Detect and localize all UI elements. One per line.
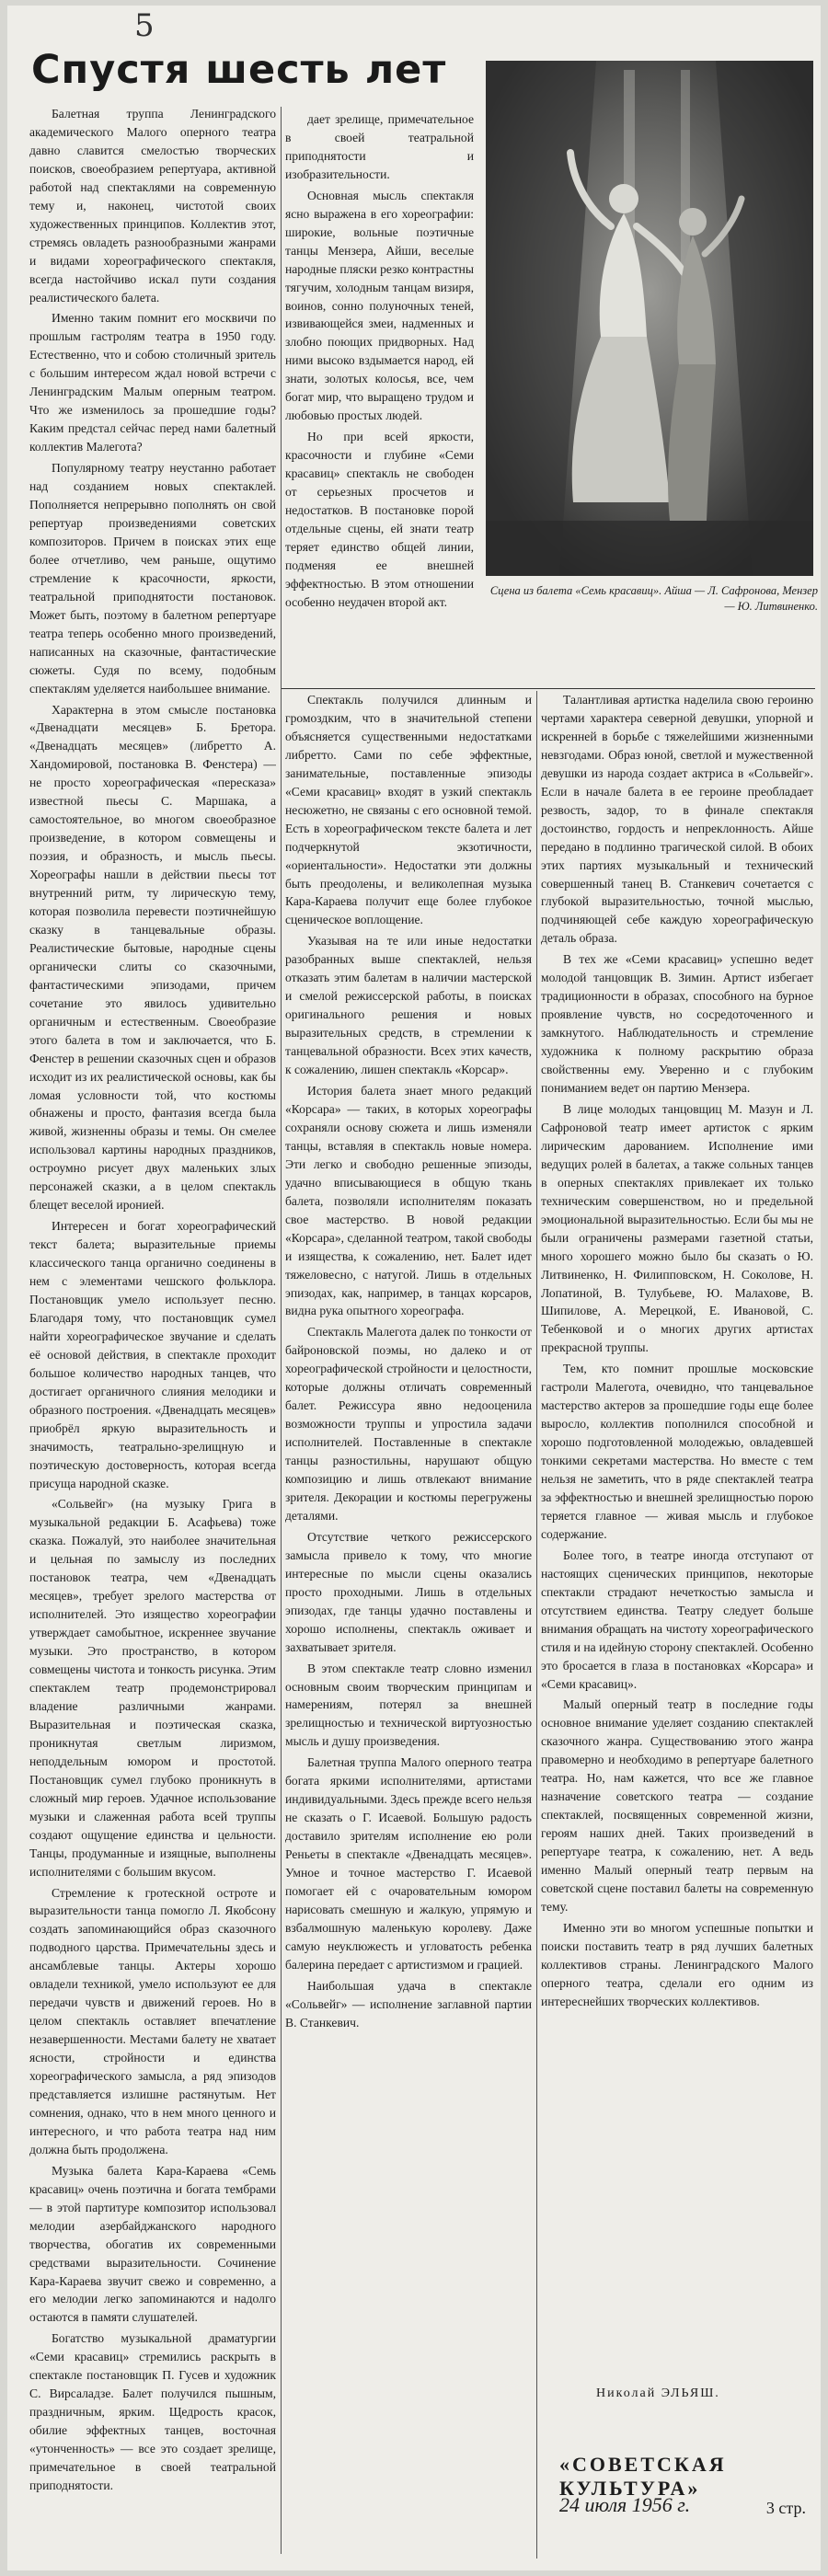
column-divider: [536, 691, 537, 2559]
paragraph: Популярному театру неустанно работает над созданием новых спектаклей. Пополняется непрерывно пополнять он свой репертуар произведениями советских композиторов. Причем в поисках этих еще более отчетливо, чем раньше, ощутимо стремление к красочности, яркости, театральной приподнятости постановок. Может быть, поэтому в балетном репертуаре театра теперь особенно много произведений, написанных на сказочные, фантастические сюжеты. Судя по всему, подобным спектаклям уделяется наибольшее внимание.: [29, 461, 276, 696]
publication-date: 24 июля 1956 г.: [559, 2493, 691, 2516]
paragraph: Но при всей яркости, красочности и глубине «Семи красавиц» спектакль не свободен от серьезных просчетов и недостатков. В постановке порой отдельные сцены, ей знати театр теряет единство общей линии, подменяя ее внешней эффектностью. В этом отношении особенно неудачен второй акт.: [285, 430, 474, 609]
newspaper-page: [7, 6, 821, 2570]
paragraph: Музыка балета Кара-Караева «Семь красавиц» очень поэтична и богата тембрами — в этой партитуре композитор использовал мелодии азербайджанского народного творчества, обогатив их современными средствами выразительности. Сочинение Кара-Караева звучит свежо и современно, а его мелодии легко запоминаются и надолго остаются в памяти слушателей.: [29, 2163, 276, 2325]
article-column-1: [29, 105, 276, 2557]
paragraph: Отсутствие четкого режиссерского замысла привело к тому, что многие интересные по мысли сцены оказались просто проходными. Лишь в отдельных эпизодах, где танцы удачно поставлены и хорошо исполнены, спектакль оживает и захватывает зрителя.: [285, 1529, 532, 1654]
paragraph: В тех же «Семи красавиц» успешно ведет молодой танцовщик В. Зимин. Артист избегает традиционности в образах, способного на бурное проявление чувств, но сосредоточенного и замкнутого. Наблюдательность и стремление художника к полному раскрытию образа свойственны ему. Уверенно и с глубоким пониманием ведет он партию Мензера.: [541, 952, 813, 1096]
paragraph: В этом спектакле театр словно изменил основным своим творческим принципам и намерениям, потерял за внешней зрелищностью и технической виртуозностью мысль и душу произведения.: [285, 1661, 532, 1749]
paragraph: Балетная труппа Малого оперного театра богата яркими исполнителями, артистами индивидуальными. Здесь прежде всего нельзя не сказать о Г. Исаевой. Большую радость доставило зрителям исполнение ею роли Реньеты в спектакле «Двенадцать месяцев». Умное и точное мастерство Г. Исаевой помогает ей с очаровательным юмором нарисовать смешную и жалкую, упрямую и взбалмошную маленькую королеву. Даже самую неуклюжесть и угловатость ребенка балерина передает с артистизмом и грацией.: [285, 1755, 532, 1972]
page-number: 5: [134, 7, 155, 44]
page-reference: 3 стр.: [765, 2499, 806, 2517]
paragraph: История балета знает много редакций «Корсара» — таких, в которых хореографы сохраняли основу сюжета и лишь изменяли танцы, вставляя в спектакль новые номера. Эти легко и свободно решенные эпизоды, удачно вписывающиеся в общую ткань балета, позволяли исполнителям показать свое мастерство. В новой редакции «Корсара», сделанной театром, такой свободы и изящества, к сожалению, нет. Балет идет тяжеловесно, с натугой. Лишь в отдельных эпизодах, как, например, в танцах корсаров, видна рука опытного хореографа.: [285, 1084, 532, 1318]
paragraph: Тем, кто помнит прошлые московские гастроли Малегота, очевидно, что танцевальное мастерство актеров за прошедшие годы еще более выросло, коллектив пополнился способной и хорошо подготовленной молодежью, овладевшей тонкими секретами мастерства. Но вместе с тем нельзя не заметить, что в ряде спектаклей театра за эффектностью и внешней зрелищностью порою теряется главное — живая мысль и глубокое содержание.: [541, 1362, 813, 1541]
paragraph: Спектакль Малегота далек по тонкости от байроновской поэмы, но далеко и от хореографической стройности и целостности, которые должны отличать современный балет. Режиссура явно недооценила возможности труппы и упростила задачи исполнителей. Поставленные в спектакле танцы разностильны, нарушают общую композицию и лишь отвлекают внимание зрителя. Декорации и костюмы перегружены деталями.: [285, 1325, 532, 1523]
article-column-2-top: [285, 110, 474, 681]
paragraph: Стремление к гротескной остроте и выразительности танца помогло Л. Якобсону создать запоминающийся образ сказочного подводного царства. Примечательны здесь и ансамблевые танцы. Актеры хорошо овладели техникой, умело используют ее для передачи чувств и движений героев. Но в целом спектакль оставляет впечатление незавершенности. Местами балету не хватает ясности, стройности и единства хореографического замысла, а ряд эпизодов представляется излишне растянутым. Нет сомнения, однако, что в нем много ценного и интересного, и что работа театра над ним должна быть продолжена.: [29, 1885, 276, 2156]
paragraph: Характерна в этом смысле постановка «Двенадцати месяцев» Б. Бретора. «Двенадцать месяцев» (либретто А. Хандомировой, постановка В. Фенстера) — не просто хореографическая «пересказа» известной пьесы С. Маршака, а самостоятельное, во многом своеобразное произведение, в котором совмещены и поэзия, и образность, и мысль пьесы. Хореографы нашли в действии пьесы тот внутренний ритм, ту лирическую тему, которая позволила перевести поэтичнейшую сказку в танцевальные образы. Реалистические бытовые, народные сцены органически слиты со сказочными, фантастическими эпизодами, причем сочетание это явилось удивительно органичным и естественным. Своеобразие этого балета в том и заключается, что Б. Фенстер в решении сказочных сцен и образов исходит из их реалистической основы, как бы ломая условности той, что костюмы обнажены и просто, фантазия всегда была живой, жизненны образы и темы. Он смелее использовал картины народных праздников, остроумно рисует двух маленьких злых персонажей сказки, а в целом спектакль блещет веселой иронией.: [29, 702, 276, 1213]
article-author: Николай ЭЛЬЯШ.: [596, 2386, 720, 2400]
source-stamp: [546, 2420, 815, 2558]
paragraph: Указывая на те или иные недостатки разобранных выше спектаклей, нельзя отказать этим балетам в наличии мастерской и смелой режиссерской работы, в поисках оригинального решения и новых выразительных средств, в стремлении к танцевальной образности. Всех этих качеств, к сожалению, лишен спектакль «Корсар».: [285, 934, 532, 1077]
paragraph: Балетная труппа Ленинградского академического Малого оперного театра давно славится смелостью творческих поисков, своеобразием репертуара, активной работой над спектаклями на современную тему и, наконец, чистотой своих художественных принципов. Коллектив этот, стремясь овладеть разнообразными жанрами и видами хореографического спектакля, всегда настойчиво искал пути создания реалистического балета.: [29, 107, 276, 305]
paragraph: Малый оперный театр в последние годы основное внимание уделяет созданию спектаклей сказочного жанра. Существованию этого жанра правомерно и необходимо в репертуаре балетного театра. Но, нам кажется, что все же главное назначение советского театра — создание спектаклей, посвященных современной жизни, героям наших дней. Таких произведений в репертуаре театра, к сожалению, нет. А ведь именно Малый оперный театр первым на советской сцене поставил балеты на современную тему.: [541, 1697, 813, 1914]
paragraph: Именно таким помнит его москвичи по прошлым гастролям театра в 1950 году. Естественно, что и собою столичный зритель с большим интересом ждал новой встречи с Ленинградским Малым оперным театром. Что же изменилось за прошедшие годы? Каким предстал сейчас перед нами балетный коллектив Малегота?: [29, 311, 276, 454]
paragraph: Наибольшая удача в спектакле «Сольвейг» — исполнение заглавной партии В. Станкевич.: [285, 1978, 532, 2030]
article-headline: Спустя шесть лет: [31, 47, 447, 93]
paragraph: Богатство музыкальной драматургии «Семи красавиц» стремились раскрыть в спектакле постановщик П. Гусев и художник С. Вирсаладзе. Балет получился пышным, праздничным, ярким. Щедрость красок, обилие эффектных танцев, восточная «утонченность» — все это создает зрелище, примечательное в своей театральной приподнятости.: [29, 2331, 276, 2492]
paragraph: Более того, в театре иногда отступают от настоящих сценических принципов, некоторые спектакли страдают нечеткостью замысла и отсутствием единства. Театру следует больше внимания обращать на чистоту хореографического стиля и на идейную сторону спектаклей. Особенно это бросается в глаза в постановках «Корсара» и «Семи красавиц».: [541, 1547, 813, 1691]
paragraph: Талантливая артистка наделила свою героиню чертами характера северной девушки, упорной и искренней в борьбе с тяжелейшими жизненными невзгодами. Образ юной, светлой и мужественной девушки из народа создает актриса в «Сольвейг». Если в начале балета в ее героине преобладает резвость, задор, то в финале спектакля достоинство, гордость и непреклонность. Айше передано в подлинно трагической силой. В обоих этих партиях музыкальный и технический совершенный танец В. Станкевич сочетается с глубокой выразительностью, точной мыслью, подчиняющей себе каждую хореографическую деталь образа.: [541, 693, 813, 946]
article-column-2: [285, 691, 532, 2559]
paragraph: дает зрелище, примечательное в своей театральной приподнятости и изобразительности.: [285, 112, 474, 181]
section-divider: [282, 688, 815, 689]
article-column-3: [541, 691, 813, 2376]
paragraph: Интересен и богат хореографический текст балета; выразительные приемы классического танца органично соединены в нем с элементами чешского фольклора. Постановщик умело использует песню. Благодаря тому, что постановщик сумел найти хореографическое звучание и сделать её основой действия, в спектакле проходит большое количество народных танцев, что достигает органичного слияния мелодики и образного построения. «Двенадцать месяцев» приобрёл яркую выразительность и значимость, театрально-зрелищную и поэтическую достоверность, которая всегда присуща народной сказке.: [29, 1219, 276, 1490]
paragraph: Именно эти во многом успешные попытки и поиски поставить театр в ряд лучших балетных коллективов страны. Ленинградского Малого оперного театра, сделали его одним из интереснейших творческих коллективов.: [541, 1920, 813, 2008]
column-divider: [281, 107, 282, 2554]
ballet-scene-photo: [486, 61, 813, 576]
photo-caption: Сцена из балета «Семь красавиц». Айша — Л. Сафронова, Мензер — Ю. Литвиненко.: [489, 584, 818, 613]
paragraph: Спектакль получился длинным и громоздким, что в значительной степени объясняется существенными недостатками либретто. Сами по себе эффектные, занимательные, поставленные эпизоды «Семи красавиц» входят в узкий спектакль несюжетно, не связаны с его основной темой. Есть в хореографическом тексте балета и лет подчеркнутой экзотичности, «ориентальности». Недостатки эти должны быть преодолены, и великолепная музыка Кара-Караева получит еще более глубокое сценическое воплощение.: [285, 693, 532, 927]
paragraph: Основная мысль спектакля ясно выражена в его хореографии: широкие, вольные поэтичные танцы Мензера, Айши, веселые народные пляски резко контрастны тягучим, холодным танцам визиря, воинов, сонно полуночных теней, извивающейся змеи, надменных и злобно поющих придворных. Над ними высоко вздымается народ, ей знати, золотых колосья, все, чем богат мир, что выращено трудом и любовью простых людей.: [285, 188, 474, 423]
paragraph: В лице молодых танцовщиц М. Мазун и Л. Сафроновой театр имеет артисток с ярким лирическим дарованием. Исполнение ими ведущих ролей в балетах, а также сольных танцев в оперных спектаклях привлекает их только техническим совершенством, но и предельной эмоциональной выразительностью. Если бы мы не были ограничены размерами газетной статьи, много хорошего можно было бы сказать о Ю. Литвиненко, Н. Филипповском, Н. Соколове, Н. Лопатиной, В. Тулубьеве, Ю. Малахове, В. Шипилове, А. Мерецкой, Е. Ивановой, С. Тебенковой и о многих других артистах прекрасной труппы.: [541, 1101, 813, 1355]
newspaper-name: «СОВЕТСКАЯ КУЛЬТУРА»: [559, 2453, 727, 2500]
paragraph: «Сольвейг» (на музыку Грига в музыкальной редакции Б. Асафьева) тоже сказка. Пожалуй, это наиболее значительная и цельная по замыслу из последних постановок театра, чем «Двенадцать месяцев», требует зрелого мастерства от исполнителей. Это изящество хореографии утверждает самобытное, искреннее звучание музыки. Это пространство, в котором совмещены чистота и тонкость рисунка. Этим спектаклем театр продемонстрировал владение различными жанрами. Выразительная и поэтическая сказка, проникнутая светлым лиризмом, неподдельным юмором и простотой. Постановщик сумел глубоко проникнуть в сложный мир героев. Удачное использование музыки и слаженная работа всей труппы создают ощущение единства и цельности. Танцы, продуманные и изящные, выполнены исполнителями с большим вкусом.: [29, 1497, 276, 1879]
